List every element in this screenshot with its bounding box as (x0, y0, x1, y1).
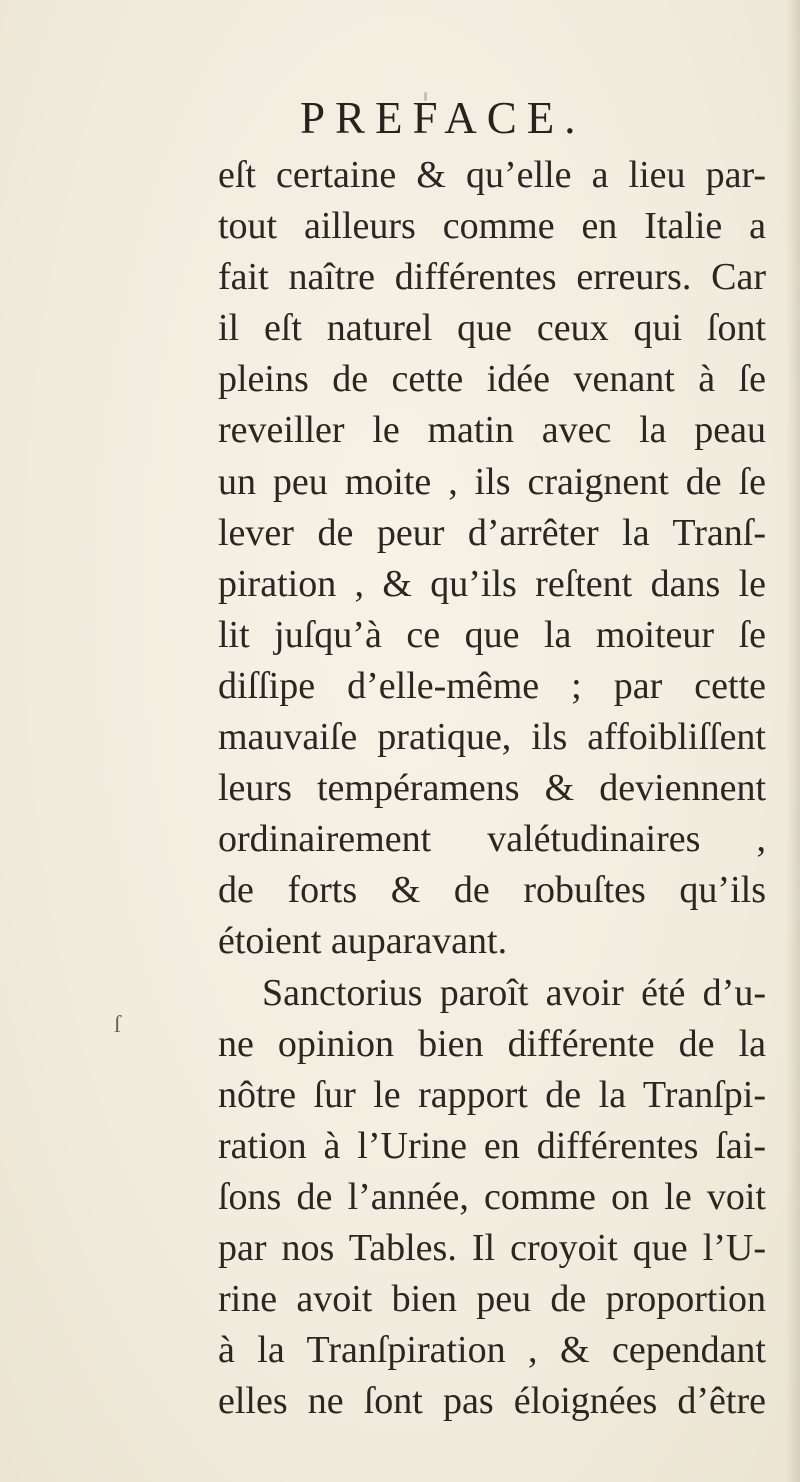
text-line: diſſipe d’elle-même ; par cette (218, 664, 766, 707)
text-line: ne opinion bien différente de la (218, 1022, 766, 1065)
text-line: nôtre ſur le rapport de la Tranſpi- (218, 1073, 766, 1116)
text-line: piration , & qu’ils reſtent dans le (218, 562, 766, 605)
text-line: lit juſqu’à ce que la moiteur ſe (218, 613, 766, 656)
text-line: elles ne ſont pas éloignées d’être (218, 1380, 766, 1423)
text-line: leurs tempéramens & deviennent (218, 767, 766, 810)
paragraph-end-line: étoient auparavant. (218, 920, 508, 963)
text-line: de forts & de robuſtes qu’ils (218, 869, 766, 912)
text-line: à la Tranſpiration , & cependant (218, 1329, 766, 1372)
text-line: tout ailleurs comme en Italie a (218, 205, 766, 248)
text-line: eſt certaine & qu’elle a lieu par- (218, 154, 766, 196)
text-line: fait naître différentes erreurs. Car (218, 256, 766, 299)
text-line: rine avoit bien peu de proportion (218, 1278, 766, 1321)
running-head: PREFACE. (300, 93, 586, 143)
text-line: reveiller le matin avec la peau (218, 409, 766, 452)
text-line: il eſt naturel que ceux qui ſont (218, 307, 766, 350)
text-line: ration à l’Urine en différentes ſai- (218, 1124, 766, 1167)
text-line: mauvaiſe pratique, ils affoibliſſent (218, 716, 766, 759)
text-line: un peu moite , ils craignent de ſe (218, 460, 766, 503)
margin-mark: ſ (114, 1012, 121, 1038)
text-line: par nos Tables. Il croyoit que l’U- (218, 1226, 766, 1269)
text-line: ordinairement valétudinaires , (218, 818, 766, 861)
paragraph-start-line: Sanctorius paroît avoir été d’u- (262, 971, 766, 1014)
text-line: lever de peur d’arrêter la Tranſ- (218, 511, 766, 554)
text-line: pleins de cette idée venant à ſe (218, 358, 766, 401)
text-line: ſons de l’année, comme on le voit (218, 1175, 766, 1218)
body-text (218, 150, 766, 1427)
